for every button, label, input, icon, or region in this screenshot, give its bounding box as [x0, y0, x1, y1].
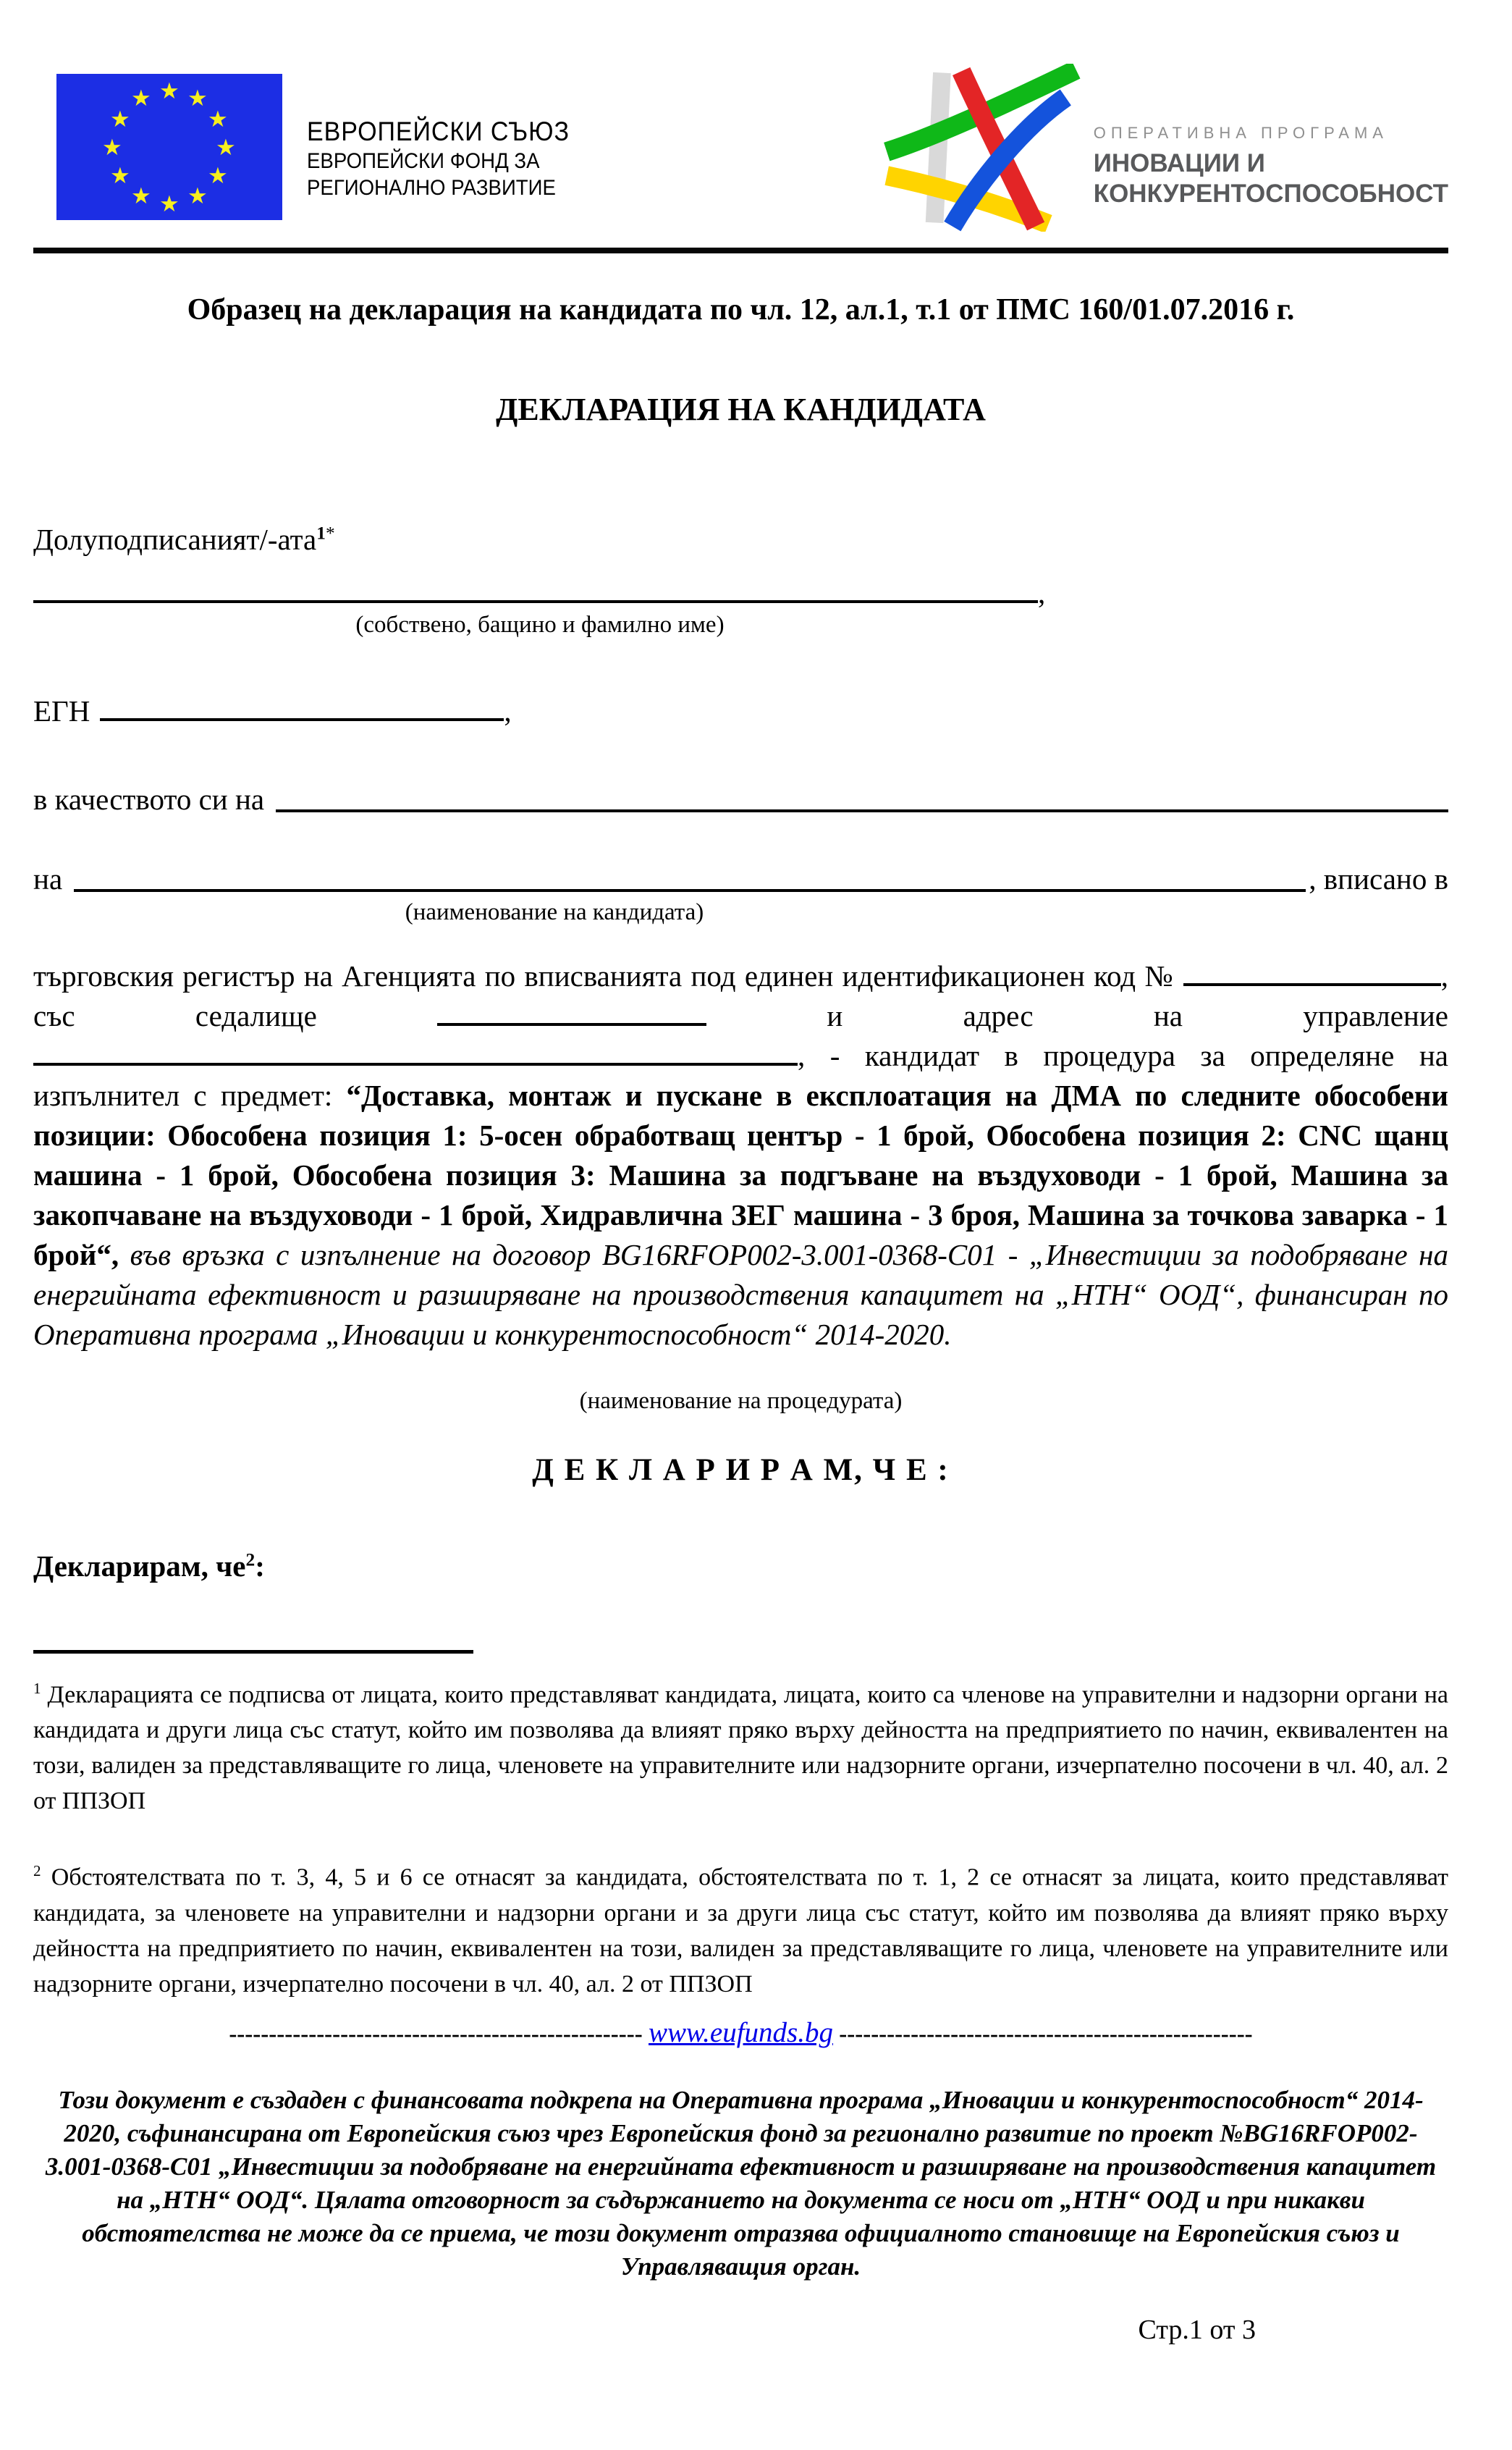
eu-star-icon: ★: [216, 135, 236, 160]
document-title: Образец на декларация на кандидата по чл. 12, ал.1, т.1 от ПМС 160/01.07.2016 г.: [187, 293, 1295, 327]
eu-star-icon: ★: [131, 85, 151, 111]
address-blank-field[interactable]: [33, 1059, 798, 1066]
eu-star-icon: ★: [187, 183, 208, 209]
footnote-1-marker: 1: [33, 1680, 41, 1697]
name-blank-field[interactable]: [33, 596, 1038, 603]
name-caption: (собствено, бащино и фамилно име): [355, 612, 725, 638]
footnote-2-marker: 2: [33, 1862, 41, 1880]
opic-logo-text: [1094, 86, 1448, 209]
candidate-name-blank-field[interactable]: [74, 885, 1306, 892]
eu-star-icon: ★: [110, 106, 130, 132]
declare-text: Декларирам, че: [33, 1549, 246, 1583]
eu-logo-line1: ЕВРОПЕЙСКИ СЪЮЗ: [307, 117, 570, 146]
footnote-1: [33, 1671, 1448, 1819]
opic-logo-block: [881, 64, 1448, 232]
eu-star-icon: ★: [187, 85, 208, 111]
footnote-2: [33, 1853, 1448, 2001]
eu-star-icon: ★: [102, 135, 122, 160]
egn-blank-field[interactable]: [100, 714, 504, 721]
opic-logo-line1: ОПЕРАТИВНА ПРОГРАМА: [1093, 124, 1388, 142]
eufunds-divider: [33, 2016, 1448, 2049]
footnote-ref-1: 1: [316, 523, 326, 544]
dashes-right: ----------------------------------------------------: [839, 2021, 1253, 2047]
egn-line: [33, 694, 1448, 728]
declare-line: [33, 1549, 1448, 1583]
eu-star-icon: ★: [159, 191, 180, 216]
opic-logo-line2: ИНОВАЦИИ И: [1093, 149, 1265, 177]
role-line: [33, 782, 1448, 817]
declare-colon: :: [255, 1549, 265, 1583]
footnote-separator: [33, 1650, 473, 1654]
intro-text: Долуподписаният/-ата: [33, 523, 317, 556]
name-line: [33, 576, 1448, 610]
dashes-left: ----------------------------------------------------: [229, 2021, 643, 2047]
candidate-line: [33, 862, 1448, 896]
declare-heading: Д Е К Л А Р И Р А М, Ч Е :: [532, 1453, 950, 1487]
paragraph-part4: , - кандидат в процедура за определяне на изпълнител с предмет:: [33, 1039, 1448, 1112]
eu-star-icon: ★: [159, 78, 180, 104]
candidate-caption: (наименование на кандидата): [405, 899, 704, 925]
eu-logo-block: [56, 74, 593, 220]
of-suffix: , вписано в: [1309, 862, 1448, 896]
eu-logo-line3: РЕГИОНАЛНО РАЗВИТИЕ: [307, 176, 556, 200]
eu-logo-line2: ЕВРОПЕЙСКИ ФОНД ЗА: [307, 149, 540, 173]
subject-bold-text: “Доставка, монтаж и пускане в експлоатация на ДМА по следните обособени позиции: Обособена позиция 1: 5-осен обработващ център - 1 брой, Обособена позиция 2: CNC щанц машина - 1 брой, Обособена позиция 3: Машина за подгъване на въздуховоди - 1 брой, Машина за закопчаване на въздуховоди - 1 брой, Хидравлична ЗЕГ машина - 3 броя, Машина за точкова заварка - 1 брой“,: [33, 1079, 1448, 1271]
paragraph-part2: , със седалище: [33, 959, 1448, 1032]
name-comma: ,: [1038, 576, 1046, 610]
contract-italic-text: във връзка с изпълнение на договор BG16RFOP002-3.001-0368-C01 - „Инвестиции за подобряване на енергийната ефективност и разширяване на производствения капацитет на „НТН“ ООД“, финансиран по Оперативна програма „Иновации и конкурентоспособност“ 2014-2020.: [33, 1238, 1448, 1351]
seat-blank-field[interactable]: [437, 1019, 706, 1026]
intro-line: [33, 522, 1448, 557]
eu-star-icon: ★: [208, 106, 228, 132]
eu-flag-icon: [56, 74, 282, 220]
procedure-caption: (наименование на процедурата): [579, 1388, 903, 1414]
of-label: на: [33, 862, 63, 896]
eu-star-icon: ★: [110, 163, 130, 188]
footnote-2-text: Обстоятелствата по т. 3, 4, 5 и 6 се отнасят за кандидата, обстоятелствата по т. 1, 2 се отнасят за лицата, които представляват кандидата, за членовете на управителни и надзорни органи и за други лица със статут, който им позволява да влияят пряко върху дейността на предприятието по начин, еквивалентен на този, валиден за представляващите го лица, членовете на управителните или надзорните органи, изчерпателно посочени в чл. 40, ал. 2 от ППЗОП: [33, 1864, 1448, 1998]
footnote-1-text: Декларацията се подписва от лицата, които представляват кандидата, лицата, които са членове на управителни и надзорни органи на кандидата и други лица със статут, който им позволява да влияят пряко върху дейността на предприятието по начин, еквивалентен на този, валиден за представляващите го лица, членовете на управителните или надзорните органи, изчерпателно посочени в чл. 40, ал. 2 от ППЗОП: [33, 1681, 1448, 1815]
header-divider: [33, 248, 1448, 253]
asterisk-mark: *: [325, 523, 335, 544]
paragraph-part3: и адрес на управление: [706, 999, 1448, 1032]
opic-logo-line3: КОНКУРЕНТОСПОСОБНОСТ: [1093, 180, 1448, 208]
opic-logo-ribbons-icon: [881, 64, 1084, 232]
role-blank-field[interactable]: [276, 805, 1448, 812]
page-header: [33, 0, 1448, 223]
eu-logo-text: [307, 74, 570, 220]
funding-disclaimer: Този документ е създаден с финансовата подкрепа на Оперативна програма „Иновации и конкурентоспособност“ 2014-2020, съфинансирана от Европейския съюз чрез Европейския фонд за регионално развитие по проект №BG16RFOP002-3.001-0368-C01 „Инвестиции за подобряване на енергийната ефективност и разширяване на производствения капацитет на „НТН“ ООД“. Цялата отговорност за съдържанието на документа се носи от „НТН“ ООД и при никакви обстоятелства не може да се приема, че този документ отразява официалното становище на Европейския съюз и Управляващия орган.: [45, 2085, 1437, 2281]
role-label: в качеството си на: [33, 783, 265, 816]
eu-star-icon: ★: [131, 183, 151, 209]
eik-blank-field[interactable]: [1183, 980, 1441, 986]
eufunds-link[interactable]: www.eufunds.bg: [649, 2016, 833, 2048]
page-number: Стр.1 от 3: [1138, 2314, 1256, 2345]
footnote-ref-2: 2: [245, 1549, 255, 1570]
subject-paragraph: [33, 956, 1448, 1355]
eu-star-icon: ★: [208, 163, 228, 188]
egn-label: ЕГН: [33, 694, 90, 728]
egn-comma: ,: [504, 694, 512, 728]
declaration-heading: ДЕКЛАРАЦИЯ НА КАНДИДАТА: [496, 392, 986, 427]
paragraph-part1: търговския регистър на Агенцията по вписванията под единен идентификационен код №: [33, 959, 1183, 993]
